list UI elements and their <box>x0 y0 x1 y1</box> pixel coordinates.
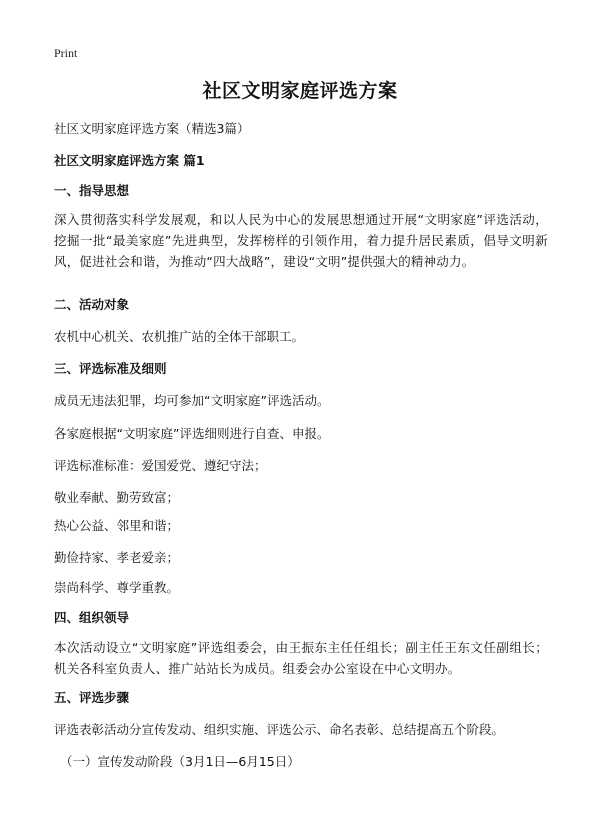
document-title: 社区文明家庭评选方案 <box>202 80 398 102</box>
section-1-heading: 一、指导思想 <box>54 183 130 198</box>
section-3-paragraph-4: 敬业奉献、勤劳致富； <box>54 490 180 505</box>
document-subtitle: 社区文明家庭评选方案（精选3篇） <box>54 121 250 136</box>
print-label: Print <box>54 46 78 60</box>
section-4-heading: 四、组织领导 <box>54 610 130 625</box>
section-5-heading: 五、评选步骤 <box>54 690 130 705</box>
section-3-paragraph-3: 评选标准标准：爱国爱党、遵纪守法； <box>54 458 267 473</box>
section-1-paragraph: 深入贯彻落实科学发展观，和以人民为中心的发展思想通过开展“文明家庭”评选活动，挖掘一批“最美家庭”先进典型，发挥榜样的引领作用，着力提升居民素质，倡导文明新风，促进社会和谐，为推动“四大战略”，建设“文明”提供强大的精神动力。 <box>54 212 548 269</box>
section-2-paragraph: 农机中心机关、农机推广站的全体干部职工。 <box>54 329 305 344</box>
section-3-paragraph-7: 崇尚科学、尊学重教。 <box>54 580 180 595</box>
section-5-stage-1: （一）宣传发动阶段（3月1日—6月15日） <box>60 754 300 769</box>
section-2-heading: 二、活动对象 <box>54 297 130 312</box>
section-3-paragraph-6: 勤俭持家、孝老爱亲； <box>54 550 180 565</box>
part-heading: 社区文明家庭评选方案 篇1 <box>54 153 205 168</box>
section-4-paragraph: 本次活动设立“文明家庭”评选组委会，由王振东主任任组长；副主任王东文任副组长；机关各科室负责人、推广站站长为成员。组委会办公室设在中心文明办。 <box>54 640 548 676</box>
section-3-heading: 三、评选标准及细则 <box>54 361 167 376</box>
section-5-paragraph: 评选表彰活动分宣传发动、组织实施、评选公示、命名表彰、总结提高五个阶段。 <box>54 722 505 737</box>
section-3-paragraph-2: 各家庭根据“文明家庭”评选细则进行自查、申报。 <box>54 426 330 441</box>
section-3-paragraph-1: 成员无违法犯罪，均可参加“文明家庭”评选活动。 <box>54 393 330 408</box>
section-3-paragraph-5: 热心公益、邻里和谐； <box>54 518 180 533</box>
